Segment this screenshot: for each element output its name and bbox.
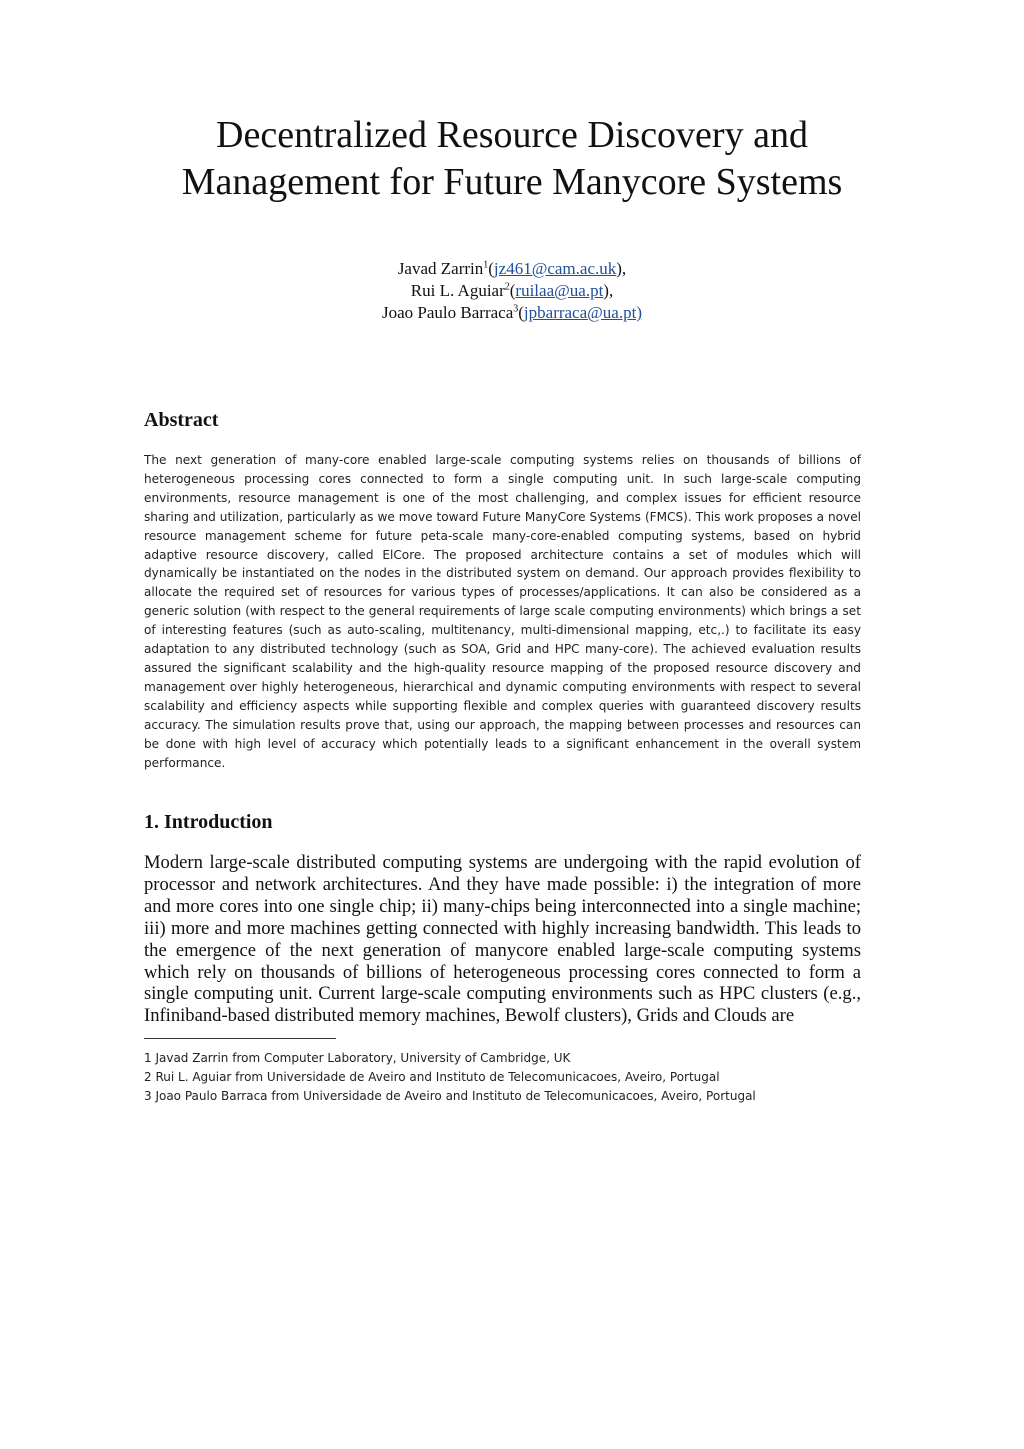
abstract-body: The next generation of many-core enabled large-scale computing systems relies on thousands of billions of heterogeneous processing cores connected to form a single computing unit. In such large-scale computing environments, resource management is one of the most challenging, and complex issues for efficient resource sharing and utilization, particularly as we move toward Future ManyCore Systems (FMCS). This work proposes a novel resource management scheme for future peta-scale many-core-enabled computing systems, based on hybrid adaptive resource discovery, called ElCore. The proposed architecture contains a set of modules which will dynamically be instantiated on the nodes in the distributed system on demand. Our approach provides flexibility to allocate the required set of resources for various types of processes/applications. It can also be considered as a generic solution (with respect to the general requirements of large scale computing environments) which brings a set of interesting features (such as auto-scaling, multitenancy, multi-dimensional mapping, etc,.) to facilitate its easy adaptation to any distributed technology (such as SOA, Grid and HPC many-core). The achieved evaluation results assured the significant scalability and the high-quality resource mapping of the proposed resource discovery and management over highly heterogeneous, hierarchical and dynamic computing environments with respect to several scalability and efficiency aspects while supporting flexible and complex queries with guaranteed discovery results accuracy. The simulation results prove that, using our approach, the mapping between processes and resources can be done with high level of accuracy which potentially leads to a significant enhancement in the overall system performance. — [144, 453, 861, 770]
author-2-affiliation-mark: 2 — [504, 281, 510, 293]
author-1 — [200, 258, 824, 280]
footnote-2: 2 Rui L. Aguiar from Universidade de Aveiro and Instituto de Telecomunicacoes, Aveiro, Portugal — [144, 1070, 720, 1084]
introduction-heading: 1. Introduction — [144, 811, 273, 833]
author-2-name: Rui L. Aguiar — [410, 281, 505, 300]
abstract-heading: Abstract — [144, 409, 219, 431]
author-2 — [200, 280, 824, 302]
title-line-2: Management for Future Manycore Systems — [181, 161, 843, 203]
author-1-name: Javad Zarrin — [397, 259, 484, 278]
author-3-open-paren: ( — [518, 303, 524, 322]
author-list — [200, 258, 824, 324]
author-1-affiliation-mark: 1 — [483, 259, 489, 271]
author-3-email-link[interactable]: jpbarraca@ua.pt) — [523, 303, 642, 322]
author-2-open-paren: ( — [509, 281, 516, 300]
footnote-separator — [144, 1038, 336, 1039]
author-1-close-paren: ), — [616, 259, 627, 278]
author-1-email-link[interactable]: jz461@cam.ac.uk — [493, 259, 617, 278]
author-1-open-paren: ( — [488, 259, 494, 278]
author-3-affiliation-mark: 3 — [513, 303, 519, 315]
author-3-name: Joao Paulo Barraca — [382, 303, 514, 322]
footnote-1: 1 Javad Zarrin from Computer Laboratory, University of Cambridge, UK — [144, 1051, 571, 1065]
author-2-email-link[interactable]: ruilaa@ua.pt — [515, 281, 604, 300]
introduction-body: Modern large-scale distributed computing systems are undergoing with the rapid evolution of processor and network architectures. And they have made possible: i) the integration of more and more cores into one single chip; ii) many-chips being interconnected into a single machine; iii) more and more machines getting connected with highly increasing bandwidth. This leads to the emergence of the next generation of manycore enabled large-scale computing systems which rely on thousands of billions of heterogeneous processing cores connected to form a single computing unit. Current large-scale computing environments such as HPC clusters (e.g., Infiniband-based distributed memory machines, Bewolf clusters), Grids and Clouds are — [144, 852, 861, 1027]
author-2-close-paren: ), — [603, 281, 614, 300]
footnote-3: 3 Joao Paulo Barraca from Universidade de Aveiro and Instituto de Telecomunicacoes, Aveiro, Portugal — [144, 1089, 756, 1103]
author-3 — [200, 302, 824, 324]
paper-title — [100, 112, 924, 206]
title-line-1: Decentralized Resource Discovery and — [216, 114, 808, 156]
footnotes — [144, 1049, 861, 1106]
